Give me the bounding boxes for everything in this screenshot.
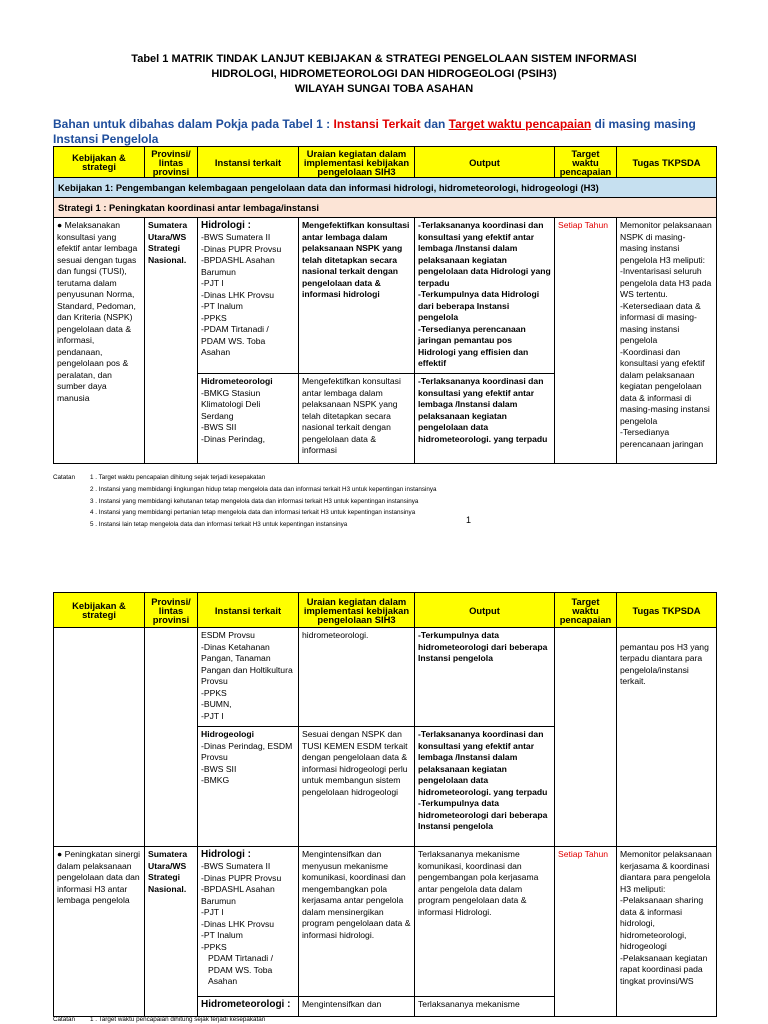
row1-provinsi: Sumatera Utara/WS Strategi Nasional. xyxy=(145,218,198,464)
header-kebijakan: Kebijakan & strategi xyxy=(54,147,145,178)
cont-kebijakan xyxy=(54,628,145,847)
document-subtitle: Bahan untuk dibahas dalam Pokja pada Tabel 1 : Instansi Terkait dan Target waktu pencapaian di masing masing Instansi Pengelola xyxy=(53,117,696,146)
row1-instansi-hidromet: Hidrometeorologi -BMKG Stasiun Klimatologi Deli Serdang -BWS SII -Dinas Perindag, xyxy=(198,374,299,464)
header-provinsi: Provinsi/ lintas provinsi xyxy=(145,147,198,178)
row2-instansi-hidromet: Hidrometeorologi : xyxy=(198,997,299,1017)
title-line-2: HIDROLOGI, HIDROMETEOROLOGI DAN HIDROGEOLOGI (PSIH3) xyxy=(211,68,557,80)
header-instansi: Instansi terkait xyxy=(198,593,299,628)
row2-kebijakan: ● Peningkatan sinergi dalam pelaksanaan pengelolaan data dan informasi H3 antar lembaga pengelola xyxy=(54,847,145,1017)
row2-uraian: Mengintensifkan dan menyusun mekanisme komunikasi, koordinasi dan mengembangkan pola kerjasama antar pengelola dalam mensinergikan program pengelolaan data & informasi hidrologi. xyxy=(299,847,415,997)
strategi-1: Strategi 1 : Peningkatan koordinasi antar lembaga/instansi xyxy=(54,198,717,218)
document-title xyxy=(0,52,768,97)
header-uraian: Uraian kegiatan dalam implementasi kebijakan pengelolaan SIH3 xyxy=(299,593,415,628)
hidrogeo-output: -Terlaksananya koordinasi dan konsultasi yang efektif antar lembaga /Instansi dalam pelaksanaan kegiatan pengelolaan data hidrometeorologi. yang terpadu -Terkumpulnya data hidrometeorologi dari beberapa Instansi pengelola xyxy=(415,727,555,847)
row1-tugas: Memonitor pelaksanaan NSPK di masing-masing instansi pengelola H3 meliputi: -Inventarisasi seluruh pengelola data H3 pada WS tertentu. -Ketersediaan data & informasi di masing-masing instansi pengelola -Koordinasi dan konsultasi yang efektif dalam pelaksanaan kegiatan pengelolaan data & informasi di masing-masing instansi pengelola -Tersedianya perencanaan jaringan xyxy=(617,218,717,464)
cont-uraian: hidrometeorologi. xyxy=(299,628,415,727)
bullet-icon: ● xyxy=(57,220,65,230)
row1-output-hidromet: -Terlaksananya koordinasi dan konsultasi yang efektif antar lembaga /Instansi dalam pelaksanaan kegiatan pengelolaan data hidrometeorologi. yang terpadu xyxy=(415,374,555,464)
matrix-table-page-2 xyxy=(53,592,717,1017)
table-header-row xyxy=(54,147,717,178)
cont-target xyxy=(555,628,617,847)
row2-uraian-hidromet: Mengintensifkan dan xyxy=(299,997,415,1017)
row1-instansi-hidrologi: Hidrologi : -BWS Sumatera II -Dinas PUPR Provsu -BPDASHL Asahan Barumun -PJT I -Dinas LHK Provsu -PT Inalum -PPKS -PDAM Tirtanadi / PDAM WS. Toba Asahan xyxy=(198,218,299,374)
table-header-row xyxy=(54,593,717,628)
header-tugas: Tugas TKPSDA xyxy=(617,593,717,628)
row2-instansi-hidrologi: Hidrologi : -BWS Sumatera II -Dinas PUPR Provsu -BPDASHL Asahan Barumun -PJT I -Dinas LHK Provsu -PT Inalum -PPKS PDAM Tirtanadi / PDAM WS. Toba Asahan xyxy=(198,847,299,997)
header-instansi: Instansi terkait xyxy=(198,147,299,178)
cont-instansi: ESDM Provsu -Dinas Ketahanan Pangan, Tanaman Pangan dan Holtikultura Provsu -PPKS -BUMN, -PJT I xyxy=(198,628,299,727)
hidrogeo-uraian: Sesuai dengan NSPK dan TUSI KEMEN ESDM terkait dengan pengelolaan data & informasi hidrogeologi perlu untuk membangun sistem pengelolaan hidrogeologi xyxy=(299,727,415,847)
header-uraian: Uraian kegiatan dalam implementasi kebijakan pengelolaan SIH3 xyxy=(299,147,415,178)
cont-output: -Terkumpulnya data hidrometeorologi dari beberapa Instansi pengelola xyxy=(415,628,555,727)
table-row xyxy=(54,847,717,997)
header-provinsi: Provinsi/ lintas provinsi xyxy=(145,593,198,628)
row2-output-hidromet: Terlaksananya mekanisme xyxy=(415,997,555,1017)
header-target: Target waktu pencapaian xyxy=(555,147,617,178)
title-line-3: WILAYAH SUNGAI TOBA ASAHAN xyxy=(294,83,474,95)
row2-output: Terlaksananya mekanisme komunikasi, koordinasi dan pengembangan pola kerjasama antar pengelola data dalam program pengelolaan data & informasi Hidrologi. xyxy=(415,847,555,997)
row1-uraian-hidromet: Mengefektifkan konsultasi antar lembaga dalam pelaksanaan NSPK yang telah ditetapkan secara nasional terkait dengan pengelolaan data & informasi xyxy=(299,374,415,464)
table-row xyxy=(54,218,717,374)
hidrogeo-instansi: Hidrogeologi -Dinas Perindag, ESDM Provsu -BWS SII -BMKG xyxy=(198,727,299,847)
header-tugas: Tugas TKPSDA xyxy=(617,147,717,178)
footnote-page-2: Catatan 1 . Target waktu pencapaian dihitung sejak terjadi kesepakatan xyxy=(53,1016,266,1023)
cont-tugas: pemantau pos H3 yang terpadu diantara para pengelola/instansi terkait. xyxy=(617,628,717,847)
row2-target: Setiap Tahun xyxy=(555,847,617,1017)
row1-uraian-hidrologi: Mengefektifkan konsultasi antar lembaga dalam pelaksanaan NSPK yang telah ditetapkan secara nasional terkait dengan pengelolaan data & informasi hidrologi xyxy=(299,218,415,374)
cont-provinsi xyxy=(145,628,198,847)
row2-tugas: Memonitor pelaksanaan kerjasama & koordinasi diantara para pengelola H3 meliputi: -Pelaksanaan sharing data & informasi hidrologi, hidrometeorologi, hidrogeologi -Pelaksanaan kegiatan rapat koordinasi pada tingkat provinsi/WS xyxy=(617,847,717,1017)
header-output: Output xyxy=(415,147,555,178)
footnotes: Catatan 1 . Target waktu pencapaian dihitung sejak terjadi kesepakatan 2 . Instansi yang membidangi lingkungan hidup tetap mengelola data dan informasi terkait H3 untuk kepentingan instansinya 3 . Instansi yang membidangi kehutanan tetap mengelola data dan informasi terkait H3 untuk kepentingan instansinya 4 . Instansi yang membidangi pertanian tetap mengelola data dan informasi terkait H3 untuk kepentingan instansinya 5 . Instansi lain tetap mengelola data dan informasi terkait H3 untuk kepentingan instansinya xyxy=(53,474,437,529)
title-line-1: Tabel 1 MATRIK TINDAK LANJUT KEBIJAKAN & STRATEGI PENGELOLAAN SISTEM INFORMASI xyxy=(131,53,637,65)
kebijakan-row xyxy=(54,178,717,198)
table-row xyxy=(54,628,717,727)
header-target: Target waktu pencapaian xyxy=(555,593,617,628)
kebijakan-1: Kebijakan 1: Pengembangan kelembagaan pengelolaan data dan informasi hidrologi, hidrometeorologi, hidrogeologi (H3) xyxy=(54,178,717,198)
row1-target: Setiap Tahun xyxy=(555,218,617,464)
page-number: 1 xyxy=(466,515,472,525)
document-page-2 xyxy=(0,566,768,1024)
row1-output-hidrologi: -Terlaksananya koordinasi dan konsultasi yang efektif antar lembaga /Instansi dalam pelaksanaan kegiatan pengelolaan data Hidrologi yang terpadu -Terkumpulnya data Hidrologi dari beberapa Instansi pengelola -Tersedianya perencanaan jaringan pemantau pos Hidrologi yang effisien dan effektif xyxy=(415,218,555,374)
row1-kebijakan: ● Melaksanakan konsultasi yang efektif antar lembaga sesuai dengan tugas dan fungsi (TUSI), terutama dalam penyusunan Norma, Standard, Pedoman, dan Kriteria (NSPK) pengelolaan data & informasi, pendanaan, pengelolaan pos & peralatan, dan sumber daya manusia xyxy=(54,218,145,464)
matrix-table-page-1 xyxy=(53,146,717,464)
row2-provinsi: Sumatera Utara/WS Strategi Nasional. xyxy=(145,847,198,1017)
header-kebijakan: Kebijakan & strategi xyxy=(54,593,145,628)
strategi-row xyxy=(54,198,717,218)
bullet-icon: ● xyxy=(57,849,65,859)
header-output: Output xyxy=(415,593,555,628)
